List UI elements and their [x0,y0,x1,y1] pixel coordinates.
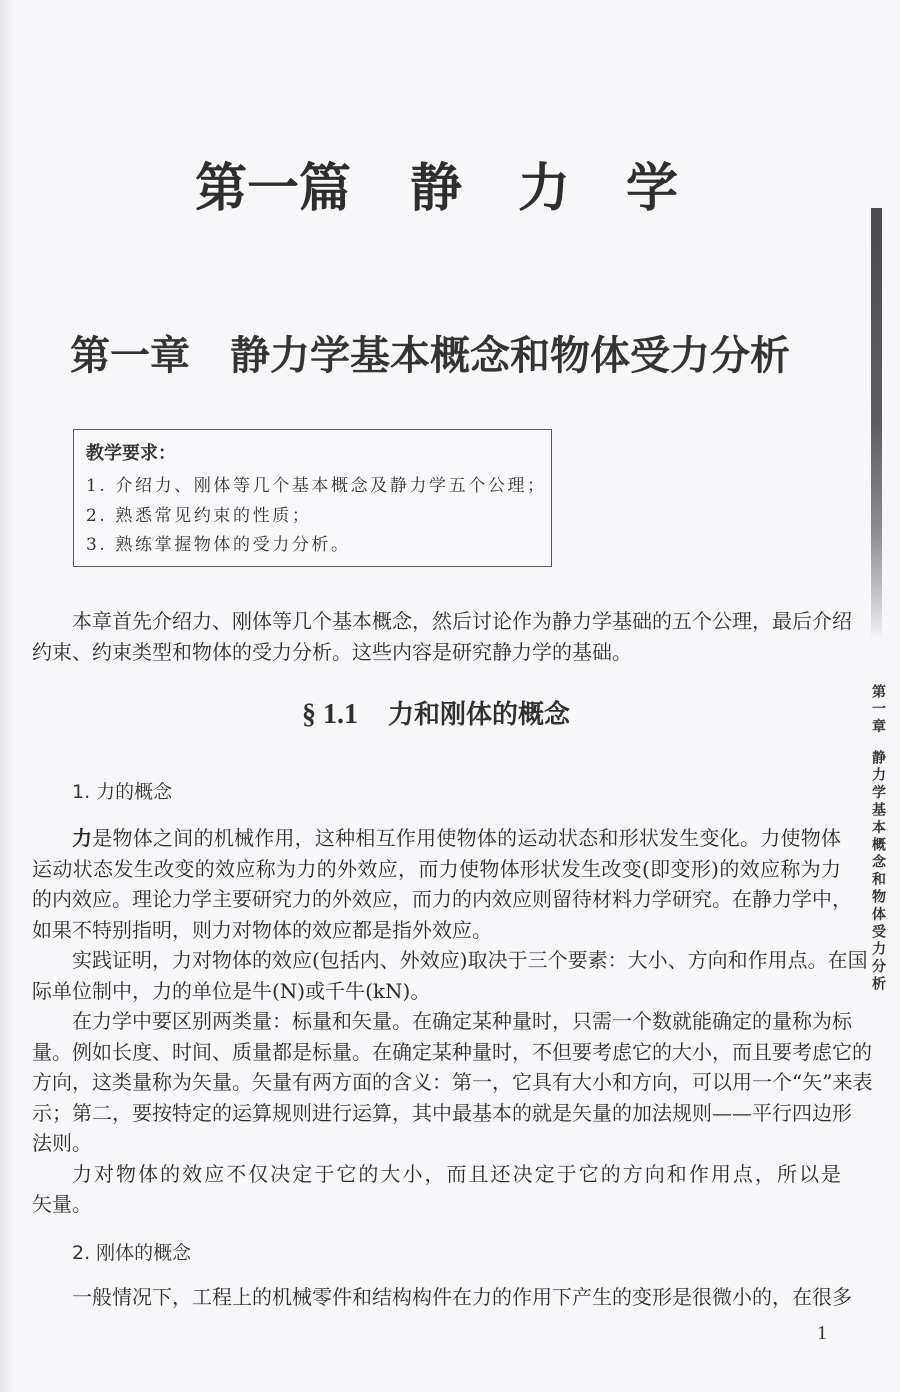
side-chapter-number: 第一章 [870,684,886,737]
text-line: 本章首先介绍力、刚体等几个基本概念，然后讨论作为静力学基础的五个公理，最后介绍 [72,609,852,633]
text-line: 法则。 [32,1131,92,1155]
chapter-number: 第一章 [70,332,190,379]
requirement-item: 3. 熟练掌握物体的受力分析。 [86,535,351,555]
subsection-body-force [32,823,873,1220]
text-line: 方向，这类量称为矢量。矢量有两方面的含义：第一，它具有大小和方向，可以用一个“矢”来表 [32,1070,873,1094]
text-line: 如果不特别指明，则力对物体的效应都是指外效应。 [32,917,492,942]
teaching-requirements-heading: 教学要求： [86,443,176,464]
chapter-title [70,330,790,382]
bold-term: 力 [72,826,93,850]
text-line: 矢量。 [32,1192,92,1216]
subsection-heading-force: 1. 力的概念 [72,781,173,803]
text-line-rest: 是物体之间的机械作用，这种相互作用使物体的运动状态和形状发生变化。力使物体 [92,826,842,850]
text-line: 力对物体的效应不仅决定于它的大小，而且还决定于它的方向和作用点，所以是 [72,1161,841,1186]
text-line: 实践证明，力对物体的效应(包括内、外效应)取决于三个要素：大小、方向和作用点。在国 [72,948,868,972]
subsection-heading-rigid-body: 2. 刚体的概念 [72,1242,192,1264]
section-number: § 1.1 [302,699,358,730]
text-line: 一般情况下，工程上的机械零件和结构构件在力的作用下产生的变形是很微小的，在很多 [72,1285,852,1309]
section-title: 力和刚体的概念 [388,700,571,730]
subsection-body-rigid-body [32,1282,852,1313]
chapter-name: 静力学基本概念和物体受力分析 [230,332,790,379]
chapter-thumb-bar [871,208,882,640]
text-line [32,823,841,854]
part-title-subject: 静力学 [410,158,735,219]
text-line: 约束、约束类型和物体的受力分析。这些内容是研究静力学的基础。 [32,639,632,664]
requirement-item: 1. 介绍力、刚体等几个基本概念及静力学五个公理； [86,476,547,496]
page-edge-shadow [0,0,14,1392]
text-line: 示；第二，要按特定的运算规则进行运算，其中最基本的就是矢量的加法规则——平行四边形 [32,1100,852,1125]
teaching-requirements-box [73,429,552,567]
page-number: 1 [817,1322,827,1344]
text-line: 际单位制中，力的单位是牛(N)或千牛(kN)。 [32,978,431,1003]
side-running-head [868,684,888,994]
part-title-prefix: 第一篇 [195,158,352,219]
text-line: 的内效应。理论力学主要研究力的外效应，而力的内效应则留待材料力学研究。在静力学中， [32,887,852,911]
text-line: 在力学中要区别两类量：标量和矢量。在确定某种量时，只需一个数就能确定的量称为标 [72,1009,852,1033]
text-line: 运动状态发生改变的效应称为力的外效应，而力使物体形状发生改变(即变形)的效应称为力 [32,856,841,881]
text-line: 量。例如长度、时间、质量都是标量。在确定某种量时，不但要考虑它的大小，而且要考虑它的 [32,1039,872,1064]
side-chapter-title: 静力学基本概念和物体受力分析 [870,750,886,994]
requirement-item: 2. 熟悉常见约束的性质； [86,506,312,526]
section-heading [302,696,570,737]
intro-paragraph [32,606,852,667]
